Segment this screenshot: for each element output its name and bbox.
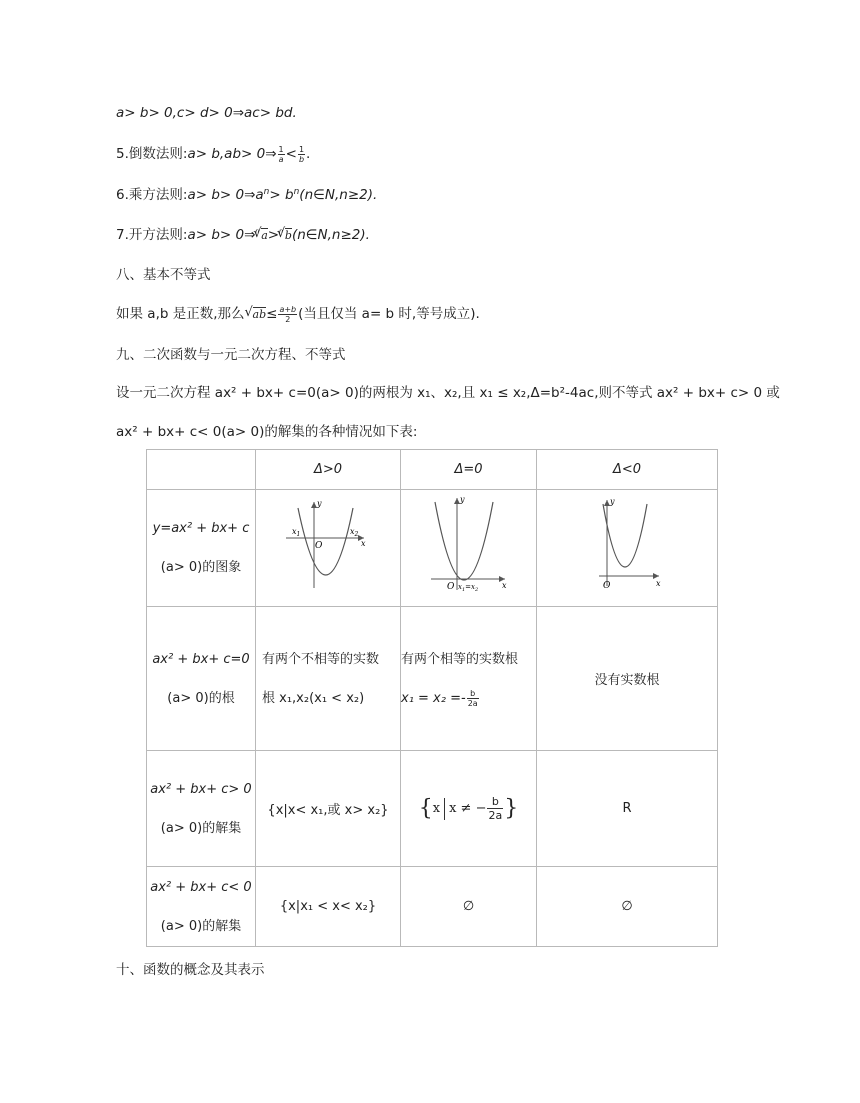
section9-intro-line2: ax² + bx+ c< 0(a> 0)的解集的各种情况如下表: [116, 424, 418, 440]
roots-none: 没有实数根 [537, 607, 718, 751]
section8-heading: 八、基本不等式 [116, 267, 211, 283]
parabola-two-roots-graph [256, 490, 400, 602]
frac-1-over-a: $\frac{1}{a}$ [278, 144, 284, 164]
parabola-no-root-graph [537, 490, 717, 602]
svg-text:x: x [361, 539, 366, 548]
positive-set-two-roots: {x|x< x₁,或 x> x₂} [256, 751, 401, 867]
svg-text:O: O [315, 541, 323, 551]
svg-text:x1: $x_1$ [292, 527, 301, 538]
header-delta-positive: Δ>0 [256, 450, 401, 490]
graph-no-root [537, 490, 718, 607]
rule-reciprocal: 5.倒数法则:a> b,ab> 0⇒ $\frac{1}{a}$ < $\frac{1}{b}$ . [116, 144, 311, 164]
table-header-row [147, 450, 718, 490]
rule-power: 6.乘方法则:a> $b> 0\Rightarrow a^n>$ $b^n(n\in N,n\ge 2)$. [116, 187, 378, 203]
graph-two-roots [256, 490, 401, 607]
sqrt-ab: √ ab [245, 306, 267, 322]
quadratic-table [146, 449, 718, 947]
table-row-positive-set [147, 751, 718, 867]
header-delta-negative: Δ<0 [537, 450, 718, 490]
negative-set-two-roots: {x|x₁ < x< x₂} [256, 867, 401, 947]
svg-text:y: y [610, 497, 615, 506]
svg-text:O: O [447, 582, 455, 592]
positive-set-one-root: {x x ≠ − $\frac{b}{2a}$ } [401, 751, 537, 867]
root-a: √ a [253, 227, 268, 243]
parabola-one-root-graph [401, 490, 536, 602]
section9-heading: 九、二次函数与一元二次方程、不等式 [116, 347, 346, 363]
header-cell-empty [147, 450, 256, 490]
root-b: √ b [277, 227, 292, 243]
svg-text:x: x [502, 581, 507, 590]
positive-set-no-root: R [537, 751, 718, 867]
frac-a-plus-b-over-2: $\frac{a+b}{2}$ [279, 304, 297, 324]
svg-text:x1=x2: $x_1=x_2$ [458, 583, 479, 593]
svg-text:y: y [317, 499, 322, 508]
frac-1-over-b: $\frac{1}{b}$ [298, 144, 305, 164]
row-label-graph: y=ax² + bx+ c (a> 0)的图象 [147, 490, 256, 607]
svg-text:y: y [460, 495, 465, 504]
rule-root: 7.开方法则:a> b> 0⇒$^n$√ a>$^n$√ b(n∈N,n≥2). [116, 223, 370, 243]
row-label-roots: ax² + bx+ c=0 (a> 0)的根 [147, 607, 256, 751]
negative-set-one-root: ∅ [401, 867, 537, 947]
svg-text:x: x [656, 579, 661, 588]
section9-intro-line1: 设一元二次方程 ax² + bx+ c=0(a> 0)的两根为 x₁、x₂,且 x₁ ≤ x₂,Δ=b²-4ac,则不等式 ax² + bx+ c> 0 或 [116, 385, 780, 401]
rule-multiplication: a> b> 0,c> d> 0⇒ac> bd. [116, 105, 297, 121]
section10-heading: 十、函数的概念及其表示 [116, 962, 265, 978]
frac-b-over-2a: $\frac{b}{2a}$ [467, 688, 478, 708]
table-row-negative-set [147, 867, 718, 947]
table-row-graph [147, 490, 718, 607]
row-label-negative-set: ax² + bx+ c< 0 (a> 0)的解集 [147, 867, 256, 947]
svg-text:x2: $x_2$ [350, 527, 359, 538]
graph-one-root [401, 490, 537, 607]
header-delta-zero: Δ=0 [401, 450, 537, 490]
negative-set-no-root: ∅ [537, 867, 718, 947]
row-label-positive-set: ax² + bx+ c> 0 (a> 0)的解集 [147, 751, 256, 867]
roots-two: 有两个不相等的实数 根 x₁,x₂(x₁ < x₂) [256, 607, 401, 751]
table-row-roots [147, 607, 718, 751]
roots-one: 有两个相等的实数根 x₁ = x₂ =- $\frac{b}{2a}$ [401, 607, 537, 751]
basic-inequality: 如果 a,b 是正数,那么√ ab≤ $\frac{a+b}{2}$ (当且仅当 a= b 时,等号成立). [116, 302, 480, 324]
svg-text:O: O [603, 581, 611, 591]
